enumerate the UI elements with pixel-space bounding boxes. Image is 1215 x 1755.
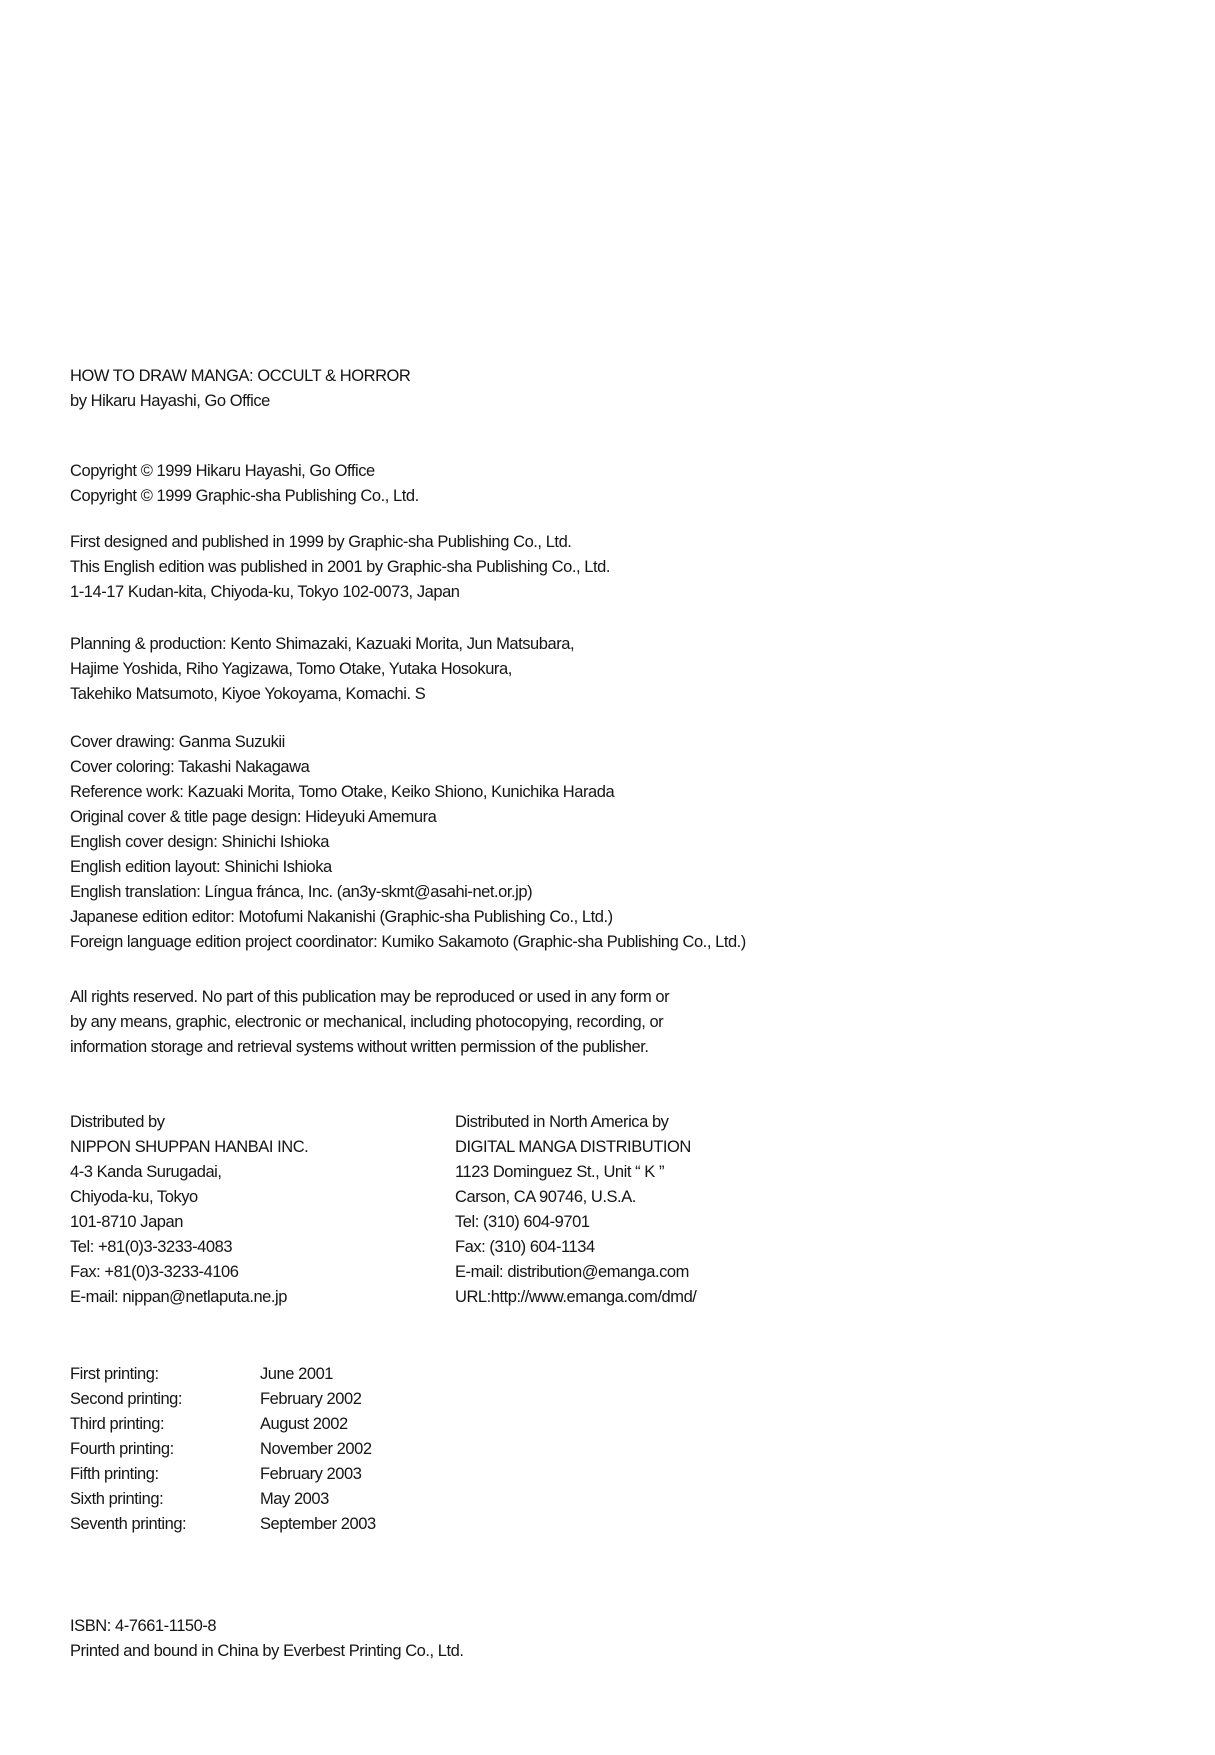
distribution-japan [70, 1110, 308, 1310]
distributor-name: DIGITAL MANGA DISTRIBUTION [455, 1138, 691, 1156]
rights-block [70, 985, 669, 1060]
printing-date: November 2002 [260, 1440, 372, 1458]
planning-block [70, 632, 574, 707]
credit-line: English cover design: Shinichi Ishioka [70, 833, 329, 851]
isbn-block [70, 1614, 464, 1664]
distributor-address: 101-8710 Japan [70, 1213, 183, 1231]
credit-line: Reference work: Kazuaki Morita, Tomo Otake, Keiko Shiono, Kunichika Harada [70, 783, 615, 801]
distribution-line: Distributed in North America by [455, 1113, 669, 1131]
distributor-name: NIPPON SHUPPAN HANBAI INC. [70, 1138, 309, 1156]
printing-row [70, 1512, 376, 1537]
distributor-email: E-mail: nippan@netlaputa.ne.jp [70, 1288, 287, 1306]
distributor-address: 1123 Dominguez St., Unit “ K ” [455, 1163, 665, 1181]
book-title: HOW TO DRAW MANGA: OCCULT & HORROR [70, 367, 411, 385]
printing-label: Third printing: [70, 1415, 165, 1433]
credit-line: Original cover & title page design: Hideyuki Amemura [70, 808, 437, 826]
publication-line: First designed and published in 1999 by Graphic-sha Publishing Co., Ltd. [70, 533, 572, 551]
distributor-address: Carson, CA 90746, U.S.A. [455, 1188, 636, 1206]
distributor-email: E-mail: distribution@emanga.com [455, 1263, 689, 1281]
copyright-line: Copyright © 1999 Graphic-sha Publishing Co., Ltd. [70, 487, 419, 505]
printing-date: August 2002 [260, 1415, 348, 1433]
publisher-address: 1-14-17 Kudan-kita, Chiyoda-ku, Tokyo 102-0073, Japan [70, 583, 460, 601]
rights-line: All rights reserved. No part of this publication may be reproduced or used in any form or [70, 988, 670, 1006]
title-block [70, 364, 410, 414]
printing-row [70, 1487, 376, 1512]
publication-line: This English edition was published in 2001 by Graphic-sha Publishing Co., Ltd. [70, 558, 610, 576]
planning-line: Hajime Yoshida, Riho Yagizawa, Tomo Otake, Yutaka Hosokura, [70, 660, 512, 678]
credit-line: Japanese edition editor: Motofumi Nakanishi (Graphic-sha Publishing Co., Ltd.) [70, 908, 613, 926]
printing-label: Seventh printing: [70, 1515, 187, 1533]
planning-line: Planning & production: Kento Shimazaki, Kazuaki Morita, Jun Matsubara, [70, 635, 575, 653]
printing-date: May 2003 [260, 1490, 329, 1508]
printing-date: February 2002 [260, 1390, 362, 1408]
printing-row [70, 1462, 376, 1487]
publication-block [70, 530, 610, 605]
distributor-fax: Fax: +81(0)3-3233-4106 [70, 1263, 239, 1281]
distribution-line: Distributed by [70, 1113, 165, 1131]
distributor-fax: Fax: (310) 604-1134 [455, 1238, 595, 1256]
credit-line: Cover drawing: Ganma Suzukii [70, 733, 285, 751]
printing-history-block [70, 1362, 376, 1537]
copyright-line: Copyright © 1999 Hikaru Hayashi, Go Office [70, 462, 375, 480]
printing-date: September 2003 [260, 1515, 376, 1533]
credit-line: English edition layout: Shinichi Ishioka [70, 858, 332, 876]
distributor-address: 4-3 Kanda Surugadai, [70, 1163, 222, 1181]
credit-line: Foreign language edition project coordinator: Kumiko Sakamoto (Graphic-sha Publishing Co., Ltd.) [70, 933, 746, 951]
printing-row [70, 1387, 376, 1412]
copyright-block [70, 459, 419, 509]
distributor-phone: Tel: +81(0)3-3233-4083 [70, 1238, 233, 1256]
rights-line: by any means, graphic, electronic or mechanical, including photocopying, recording, or [70, 1013, 664, 1031]
book-byline: by Hikaru Hayashi, Go Office [70, 392, 270, 410]
credit-line: English translation: Língua fránca, Inc. (an3y-skmt@asahi-net.or.jp) [70, 883, 533, 901]
isbn-line: ISBN: 4-7661-1150-8 [70, 1617, 217, 1635]
printing-row [70, 1437, 376, 1462]
distributor-address: Chiyoda-ku, Tokyo [70, 1188, 198, 1206]
printing-label: First printing: [70, 1365, 159, 1383]
printing-label: Fifth printing: [70, 1465, 159, 1483]
printer-line: Printed and bound in China by Everbest Printing Co., Ltd. [70, 1642, 464, 1660]
printing-row [70, 1362, 376, 1387]
distributor-phone: Tel: (310) 604-9701 [455, 1213, 590, 1231]
planning-line: Takehiko Matsumoto, Kiyoe Yokoyama, Komachi. S [70, 685, 426, 703]
printing-label: Sixth printing: [70, 1490, 164, 1508]
printing-label: Second printing: [70, 1390, 183, 1408]
printing-date: June 2001 [260, 1365, 334, 1383]
printing-row [70, 1412, 376, 1437]
credits-block [70, 730, 746, 955]
distribution-north-america [455, 1110, 696, 1310]
printing-date: February 2003 [260, 1465, 362, 1483]
credit-line: Cover coloring: Takashi Nakagawa [70, 758, 310, 776]
distributor-url: URL:http://www.emanga.com/dmd/ [455, 1288, 697, 1306]
printing-label: Fourth printing: [70, 1440, 174, 1458]
rights-line: information storage and retrieval systems without written permission of the publisher. [70, 1038, 649, 1056]
